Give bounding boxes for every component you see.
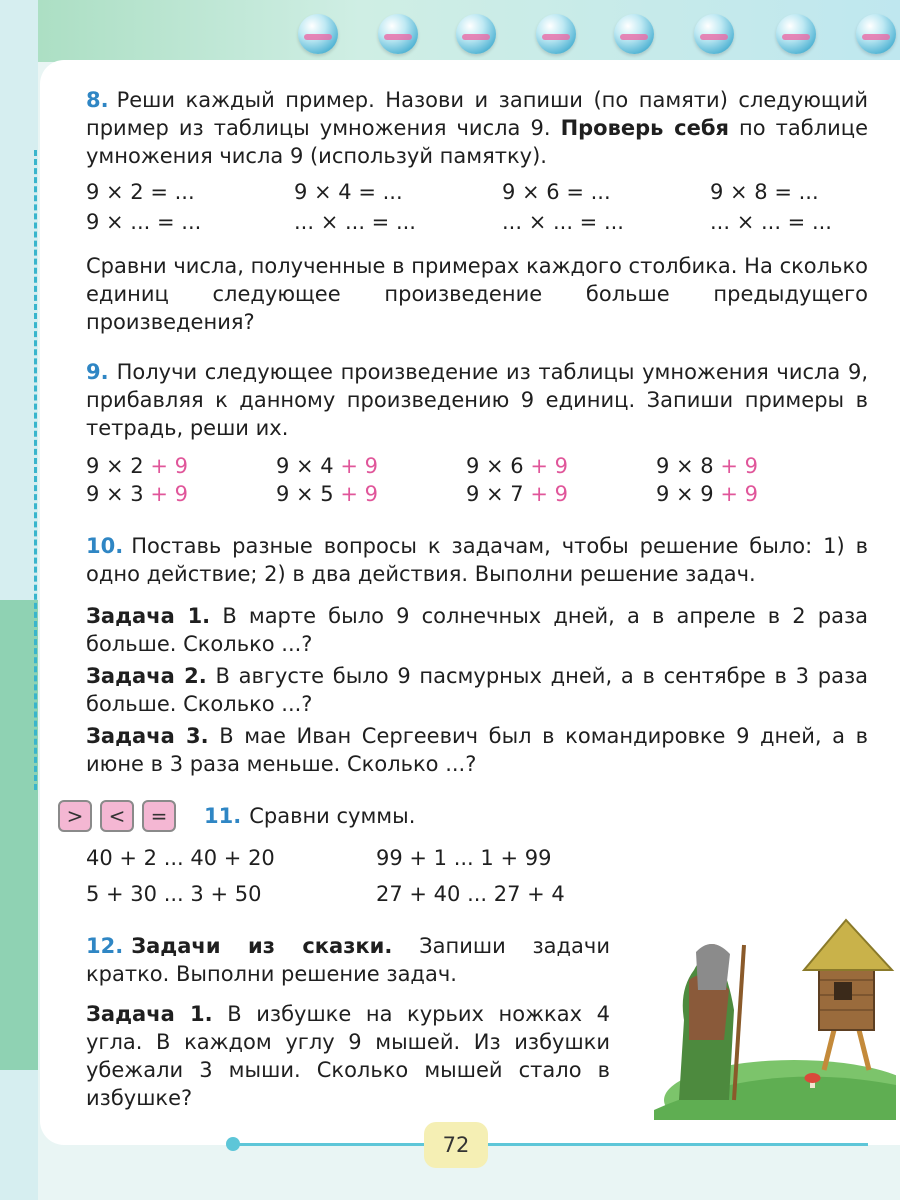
exercise-12-title: Задачи из сказки. bbox=[131, 934, 393, 958]
fairy-tale-illustration bbox=[634, 910, 896, 1120]
exercise-12-task bbox=[86, 1000, 610, 1112]
exercise-11-number: 11. bbox=[204, 804, 242, 828]
bubble-icon bbox=[776, 14, 816, 54]
example: 9 × ... = ... bbox=[86, 210, 202, 234]
example: 9 × 8 + 9 bbox=[656, 454, 758, 478]
task-label: Задача 3. bbox=[86, 724, 209, 748]
exercise-11-sums bbox=[86, 844, 868, 908]
equal-sign-icon: = bbox=[142, 800, 176, 832]
example: 9 × 6 + 9 bbox=[466, 454, 568, 478]
example: 9 × 2 = ... bbox=[86, 180, 195, 204]
bubble-icon bbox=[298, 14, 338, 54]
exercise-9-body: Получи следующее произведение из таблицы умножения числа 9, прибавляя к данному произведению 9 единиц. Запиши примеры в тетрадь, реши их. bbox=[86, 360, 868, 440]
example: 9 × 4 + 9 bbox=[276, 454, 378, 478]
bubble-icon bbox=[856, 14, 896, 54]
task-text: В избушке на курьих ножках 4 угла. В каждом углу 9 мышей. Из избушки убежали 3 мыши. Сколько мышей стало в избушке? bbox=[86, 1002, 610, 1110]
hut-icon bbox=[804, 920, 892, 1070]
example: 9 × 9 + 9 bbox=[656, 482, 758, 506]
task-3 bbox=[86, 722, 868, 778]
exercise-9-examples bbox=[86, 452, 868, 508]
exercise-8-text-part1: Реши каждый пример. Назови и запиши (по памяти) следующий пример из таблицы умножения числа 9. bbox=[86, 88, 868, 140]
task-label: Задача 1. bbox=[86, 604, 211, 628]
task-2 bbox=[86, 662, 868, 718]
example: 9 × 7 + 9 bbox=[466, 482, 568, 506]
example: 9 × 5 + 9 bbox=[276, 482, 378, 506]
sum-comparison: 27 + 40 ... 27 + 4 bbox=[376, 882, 565, 906]
example: 9 × 2 + 9 bbox=[86, 454, 188, 478]
task-text: В августе было 9 пасмурных дней, а в сентябре в 3 раза больше. Сколько ...? bbox=[86, 664, 868, 716]
sum-comparison: 5 + 30 ... 3 + 50 bbox=[86, 882, 262, 906]
exercise-9-text bbox=[86, 358, 868, 442]
top-decor-band bbox=[0, 0, 900, 62]
exercise-8-text bbox=[86, 86, 868, 170]
task-text: В мае Иван Сергеевич был в командировке 9 дней, а в июне в 3 раза меньше. Сколько ...? bbox=[86, 724, 868, 776]
example: 9 × 3 + 9 bbox=[86, 482, 188, 506]
bubble-icon bbox=[694, 14, 734, 54]
task-1 bbox=[86, 602, 868, 658]
task-text: В марте было 9 солнечных дней, а в апреле в 2 раза больше. Сколько ...? bbox=[86, 604, 868, 656]
greater-sign-icon: > bbox=[58, 800, 92, 832]
exercise-12-text bbox=[86, 932, 610, 988]
example: ... × ... = ... bbox=[710, 210, 832, 234]
exercise-11-text: Сравни суммы. bbox=[249, 804, 416, 828]
task-label: Задача 1. bbox=[86, 1002, 213, 1026]
example: 9 × 4 = ... bbox=[294, 180, 403, 204]
example: 9 × 6 = ... bbox=[502, 180, 611, 204]
exercise-12-number: 12. bbox=[86, 934, 124, 958]
exercise-8-question: Сравни числа, полученные в примерах каждого столбика. На сколько единиц следующее произведение больше предыдущего произведения? bbox=[86, 254, 868, 334]
exercise-9-number: 9. bbox=[86, 360, 109, 384]
example: 9 × 8 = ... bbox=[710, 180, 819, 204]
task-label: Задача 2. bbox=[86, 664, 207, 688]
sum-comparison: 40 + 2 ... 40 + 20 bbox=[86, 846, 275, 870]
exercise-10-number: 10. bbox=[86, 534, 124, 558]
page-number: 72 bbox=[424, 1122, 488, 1168]
less-sign-icon: < bbox=[100, 800, 134, 832]
bubble-icon bbox=[456, 14, 496, 54]
bubble-icon bbox=[614, 14, 654, 54]
exercise-8-bold: Проверь себя bbox=[560, 116, 729, 140]
footer-line bbox=[228, 1143, 868, 1146]
bubble-icon bbox=[378, 14, 418, 54]
example: ... × ... = ... bbox=[294, 210, 416, 234]
exercise-8-text-part2: по таблице умножения числа 9 (используй памятку). bbox=[86, 116, 868, 168]
exercise-10-text bbox=[86, 532, 868, 588]
sum-comparison: 99 + 1 ... 1 + 99 bbox=[376, 846, 552, 870]
exercise-11-header bbox=[58, 800, 868, 832]
exercise-8-number: 8. bbox=[86, 88, 109, 112]
example: ... × ... = ... bbox=[502, 210, 624, 234]
witch-icon bbox=[679, 944, 744, 1100]
exercise-10-body: Поставь разные вопросы к задачам, чтобы решение было: 1) в одно действие; 2) в два действия. Выполни решение задач. bbox=[86, 534, 868, 586]
exercise-8-examples bbox=[86, 178, 868, 238]
margin-dash-line bbox=[34, 150, 37, 790]
exercise-12-body: Запиши задачи кратко. Выполни решение задач. bbox=[86, 934, 610, 986]
bubble-icon bbox=[536, 14, 576, 54]
left-margin-green bbox=[0, 600, 38, 1070]
